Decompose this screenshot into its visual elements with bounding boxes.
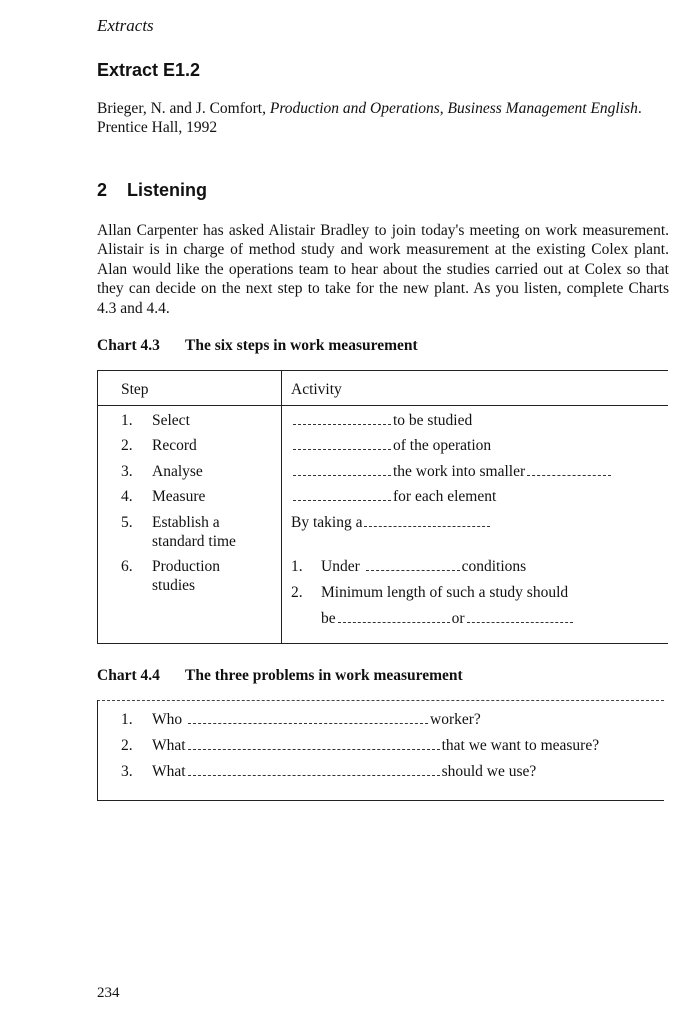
activity-text: to be studied: [393, 412, 473, 429]
activity-cell: [291, 463, 613, 481]
step-name: Production: [152, 558, 221, 575]
step-name-continued: studies: [152, 577, 196, 594]
question-text: worker?: [430, 711, 481, 728]
chart-4-4-number: Chart 4.4: [97, 667, 160, 684]
step-name: Measure: [152, 488, 206, 505]
activity-text: Minimum length of such a study should: [321, 584, 569, 601]
answer-blank[interactable]: [467, 610, 573, 623]
sub-item-number: 1.: [291, 558, 303, 575]
step-number: 1.: [121, 412, 133, 429]
column-header-step: Step: [121, 381, 149, 398]
chart-4-3-table: [97, 370, 668, 644]
answer-blank[interactable]: [293, 437, 391, 450]
extract-title: Extract E1.2: [97, 60, 201, 80]
activity-cell: [291, 488, 496, 506]
question-text: should we use?: [441, 763, 537, 780]
chart-4-3-number: Chart 4.3: [97, 337, 160, 354]
chart-4-4-table: [97, 700, 664, 801]
step-number: 2.: [121, 437, 133, 454]
activity-text: By taking a: [291, 514, 363, 531]
step-number: 4.: [121, 488, 133, 505]
answer-blank[interactable]: [293, 488, 391, 501]
activity-text: for each element: [393, 488, 497, 505]
section-paragraph: Allan Carpenter has asked Alistair Bradley to join today's meeting on work measurement. Alistair is in charge of method study and work measurement at the existing Colex plant. Alan would like the operations team to hear about the studies carried out at Colex so that they can decide on the next step to take for the new plant. As you listen, complete Charts 4.3 and 4.4.: [97, 222, 669, 317]
step-number: 3.: [121, 463, 133, 480]
answer-blank[interactable]: [338, 610, 450, 623]
question-row: [152, 737, 599, 755]
activity-text: or: [451, 610, 465, 627]
step-number: 6.: [121, 558, 133, 575]
chart-4-3-caption: [97, 337, 418, 355]
activity-cell: [321, 610, 575, 628]
citation-authors: Brieger, N. and J. Comfort,: [97, 100, 266, 117]
answer-blank[interactable]: [188, 737, 440, 750]
activity-text: the work into smaller: [393, 463, 526, 480]
activity-cell: [291, 514, 492, 532]
section-number: 2: [97, 180, 108, 200]
citation-publisher: . Prentice Hall, 1992: [97, 100, 642, 136]
citation: [97, 99, 672, 137]
question-row: [152, 711, 481, 729]
page-number: 234: [97, 985, 120, 1001]
section-title: Listening: [127, 180, 207, 200]
answer-blank[interactable]: [293, 463, 391, 476]
running-head: Extracts: [97, 16, 154, 35]
step-name: Record: [152, 437, 197, 454]
answer-blank[interactable]: [527, 463, 611, 476]
activity-text: Under: [321, 558, 360, 575]
activity-text: of the operation: [393, 437, 492, 454]
question-row: [152, 763, 536, 781]
question-text: What: [152, 737, 186, 754]
step-number: 5.: [121, 514, 133, 531]
step-name: Select: [152, 412, 190, 429]
activity-text: be: [321, 610, 336, 627]
question-text: What: [152, 763, 186, 780]
answer-blank[interactable]: [366, 558, 460, 571]
column-header-activity: Activity: [291, 381, 342, 398]
sub-item-number: 2.: [291, 584, 303, 601]
answer-blank[interactable]: [188, 711, 428, 724]
question-number: 2.: [121, 737, 133, 754]
step-name-continued: standard time: [152, 533, 236, 550]
chart-4-3-title: The six steps in work measurement: [185, 337, 418, 354]
chart-4-4-caption: [97, 667, 463, 685]
question-text: Who: [152, 711, 183, 728]
activity-cell: [321, 558, 526, 576]
activity-text: conditions: [461, 558, 527, 575]
answer-blank[interactable]: [364, 514, 490, 527]
answer-blank[interactable]: [188, 763, 440, 776]
section-heading: [97, 180, 207, 201]
step-name: Analyse: [152, 463, 203, 480]
activity-cell: [291, 412, 472, 430]
question-number: 3.: [121, 763, 133, 780]
question-number: 1.: [121, 711, 133, 728]
question-text: that we want to measure?: [441, 737, 600, 754]
step-name: Establish a: [152, 514, 220, 531]
chart-4-4-title: The three problems in work measurement: [185, 667, 463, 684]
citation-title: Production and Operations, Business Management English: [269, 100, 638, 117]
activity-cell: [291, 437, 491, 455]
answer-blank[interactable]: [293, 412, 391, 425]
